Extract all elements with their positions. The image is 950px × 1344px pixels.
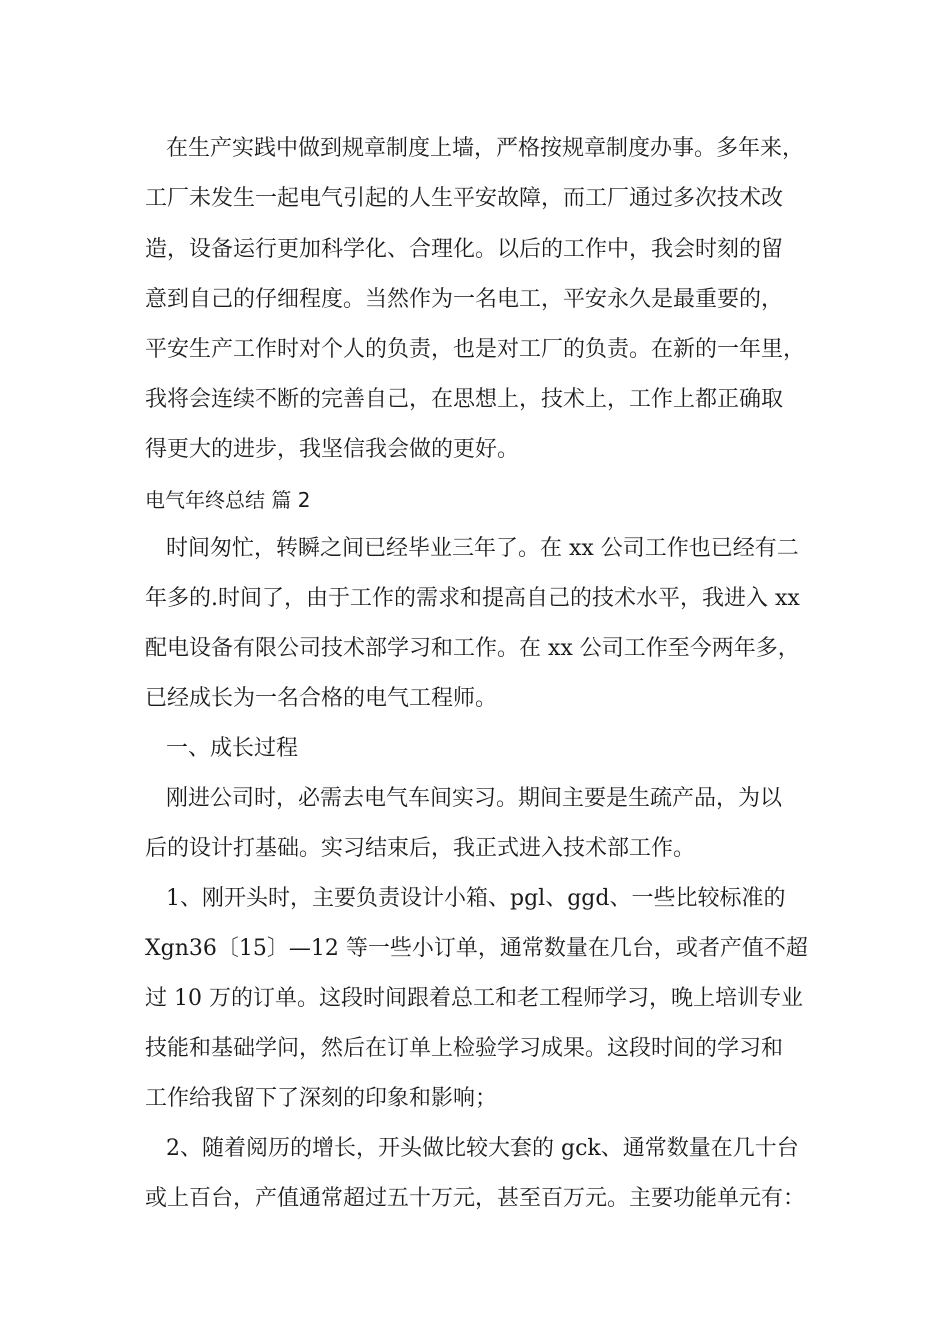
paragraph-line: 年多的.时间了，由于工作的需求和提高自己的技术水平，我进入 xx: [145, 586, 800, 611]
paragraph-line: 工作给我留下了深刻的印象和影响；: [145, 1086, 498, 1111]
paragraph-line: 造，设备运行更加科学化、合理化。以后的工作中，我会时刻的留: [145, 237, 784, 262]
paragraph-line: 后的设计打基础。实习结束后，我正式进入技术部工作。: [145, 836, 696, 861]
paragraph-line: 时间匆忙，转瞬之间已经毕业三年了。在 xx 公司工作也已经有二: [166, 536, 799, 561]
paragraph-line: 过 10 万的订单。这段时间跟着总工和老工程师学习，晚上培训专业: [145, 986, 803, 1011]
section-heading: 电气年终总结 篇 2: [145, 488, 311, 512]
paragraph-line: 配电设备有限公司技术部学习和工作。在 xx 公司工作至今两年多，: [145, 636, 800, 661]
subheading: 一、成长过程: [166, 736, 299, 761]
paragraph-line: 2、随着阅历的增长，开头做比较大套的 gck、通常数量在几十台: [166, 1136, 799, 1161]
paragraph-line: 技能和基础学问，然后在订单上检验学习成果。这段时间的学习和: [145, 1036, 784, 1061]
paragraph-line: 平安生产工作时对个人的负责，也是对工厂的负责。在新的一年里，: [145, 337, 806, 362]
paragraph-line: 得更大的进步，我坚信我会做的更好。: [145, 437, 520, 462]
paragraph-line: 工厂未发生一起电气引起的人生平安故障，而工厂通过多次技术改: [145, 186, 784, 211]
paragraph-line: Xgn36〔15〕—12 等一些小订单，通常数量在几台，或者产值不超: [145, 936, 808, 961]
paragraph-line: 或上百台，产值通常超过五十万元，甚至百万元。主要功能单元有：: [145, 1186, 806, 1211]
paragraph-line: 在生产实践中做到规章制度上墙，严格按规章制度办事。多年来，: [166, 136, 805, 161]
paragraph-line: 我将会连续不断的完善自己，在思想上，技术上，工作上都正确取: [145, 387, 784, 412]
paragraph-line: 刚进公司时，必需去电气车间实习。期间主要是生疏产品，为以: [166, 786, 783, 811]
paragraph-line: 意到自己的仔细程度。当然作为一名电工，平安永久是最重要的，: [145, 287, 784, 312]
paragraph-line: 1、刚开头时，主要负责设计小箱、pgl、ggd、一些比较标准的: [166, 886, 786, 911]
paragraph-line: 已经成长为一名合格的电气工程师。: [145, 686, 498, 711]
